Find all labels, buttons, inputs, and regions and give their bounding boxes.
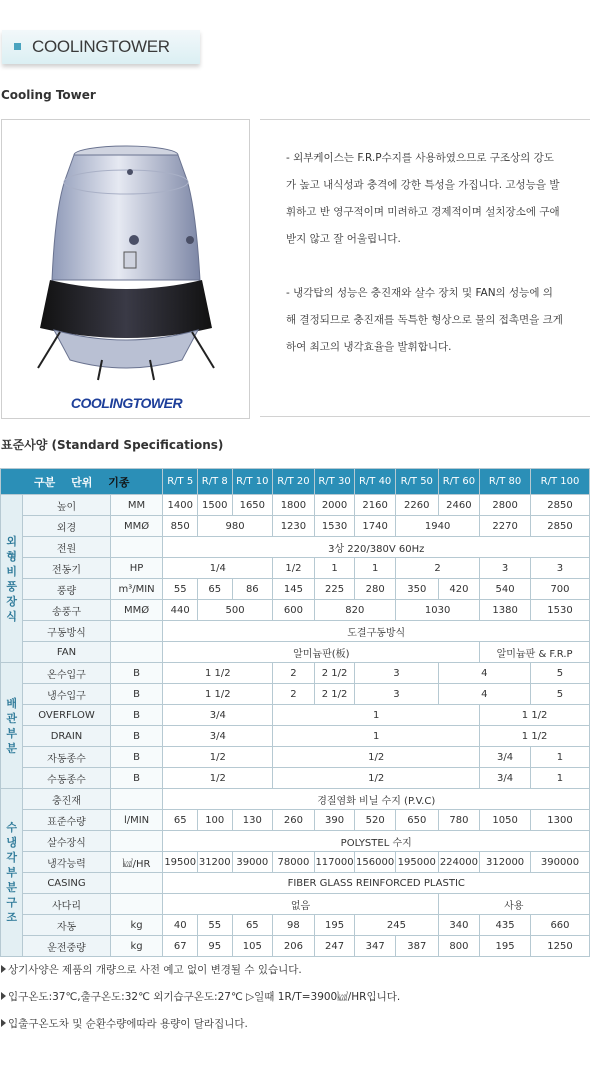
spec-row-unit <box>110 873 163 894</box>
spec-cell: POLYSTEL 수지 <box>163 831 590 852</box>
spec-row-unit: m³/MIN <box>110 579 163 600</box>
description-line: 하여 최고의 냉각효율을 발휘합니다. <box>286 341 452 353</box>
spec-cell: 1/2 <box>163 768 273 789</box>
spec-cell: 1 <box>355 558 396 579</box>
spec-cell: 1/2 <box>273 747 480 768</box>
spec-cell: 980 <box>197 516 272 537</box>
spec-cell: 1500 <box>197 495 232 516</box>
spec-row-unit <box>110 894 163 915</box>
divider <box>260 416 590 417</box>
spec-cell: 650 <box>395 810 438 831</box>
spec-cell: 3/4 <box>163 726 273 747</box>
description-line: - 외부케이스는 F.R.P수지를 사용하였으므로 구조상의 강도 <box>286 152 554 164</box>
spec-cell: 1/4 <box>163 558 273 579</box>
spec-row <box>1 621 590 642</box>
page-subtitle: Cooling Tower <box>1 88 96 102</box>
spec-cell: 5 <box>530 663 589 684</box>
spec-cell: 117000 <box>314 852 355 873</box>
spec-cell: 2 <box>395 558 479 579</box>
spec-cell: 65 <box>232 915 273 936</box>
spec-row <box>1 768 590 789</box>
spec-row-unit <box>110 789 163 810</box>
spec-cell: 31200 <box>197 852 232 873</box>
spec-row <box>1 747 590 768</box>
note-3 <box>1 1016 248 1031</box>
spec-row-label: 온수입구 <box>23 663 110 684</box>
section-title: COOLINGTOWER <box>32 37 170 56</box>
spec-cell: 1/2 <box>273 558 315 579</box>
spec-cell: 2850 <box>530 516 589 537</box>
spec-cell: 540 <box>480 579 531 600</box>
spec-cell: 1300 <box>530 810 589 831</box>
spec-row <box>1 831 590 852</box>
spec-cell: 4 <box>438 684 530 705</box>
spec-row-unit: B <box>110 768 163 789</box>
spec-cell: 390000 <box>530 852 589 873</box>
spec-cell: 3 <box>355 663 438 684</box>
spec-cell: 3 <box>480 558 531 579</box>
spec-row <box>1 516 590 537</box>
header-model: 기종 <box>108 475 130 489</box>
spec-cell: 820 <box>314 600 395 621</box>
description-line: 가 높고 내식성과 충격에 강한 특성을 가집니다. 고성능을 발 <box>286 179 560 191</box>
spec-cell: 2160 <box>355 495 396 516</box>
spec-cell: 39000 <box>232 852 273 873</box>
spec-row <box>1 873 590 894</box>
model-header: R/T 80 <box>480 469 531 495</box>
note-text: 입출구온도차 및 순환수량에따라 용량이 달라집니다. <box>8 1018 248 1030</box>
spec-cell: 2260 <box>395 495 438 516</box>
spec-row-unit: B <box>110 684 163 705</box>
spec-cell: 1400 <box>163 495 198 516</box>
spec-cell: 195 <box>480 936 531 957</box>
spec-cell: 55 <box>163 579 198 600</box>
spec-row-label: 전동기 <box>23 558 110 579</box>
spec-group-label: 배 관 부 분 <box>1 663 23 789</box>
spec-cell: 1/2 <box>273 768 480 789</box>
spec-cell: 67 <box>163 936 198 957</box>
spec-cell: 1 <box>530 768 589 789</box>
spec-cell: 247 <box>314 936 355 957</box>
spec-header-corner <box>1 469 163 495</box>
spec-cell: 420 <box>438 579 480 600</box>
spec-cell: 145 <box>273 579 315 600</box>
model-header: R/T 60 <box>438 469 480 495</box>
product-image <box>1 119 250 419</box>
spec-cell: 390 <box>314 810 355 831</box>
spec-row-unit: MMØ <box>110 516 163 537</box>
spec-cell: 3/4 <box>480 747 531 768</box>
spec-cell: 206 <box>273 936 315 957</box>
spec-row-label: 사다리 <box>23 894 110 915</box>
triangle-bullet-icon <box>1 1019 6 1027</box>
spec-row-unit <box>110 642 163 663</box>
spec-row-label: 자동종수 <box>23 747 110 768</box>
spec-row <box>1 642 590 663</box>
spec-cell: 340 <box>438 915 480 936</box>
spec-cell: 3/4 <box>163 705 273 726</box>
spec-cell: 65 <box>197 579 232 600</box>
spec-cell: 98 <box>273 915 315 936</box>
spec-cell: 3/4 <box>480 768 531 789</box>
note-text: 입구온도:37℃,출구온도:32℃ 외기습구온도:27℃ ▷일때 1R/T=3900㎉/HR입니다. <box>8 991 401 1003</box>
spec-cell: 1230 <box>273 516 315 537</box>
spec-row-unit: kg <box>110 936 163 957</box>
spec-row-unit <box>110 621 163 642</box>
spec-row-unit: ㎉/HR <box>110 852 163 873</box>
spec-row-label: 살수장식 <box>23 831 110 852</box>
spec-cell: 1050 <box>480 810 531 831</box>
spec-cell: 1/2 <box>163 747 273 768</box>
spec-cell: 2270 <box>480 516 531 537</box>
spec-cell: 1030 <box>395 600 479 621</box>
square-bullet-icon <box>14 43 21 50</box>
spec-cell: 280 <box>355 579 396 600</box>
model-header: R/T 10 <box>232 469 273 495</box>
spec-row-unit: l/MIN <box>110 810 163 831</box>
spec-row-label: 냉수입구 <box>23 684 110 705</box>
spec-cell: 520 <box>355 810 396 831</box>
spec-cell: 350 <box>395 579 438 600</box>
spec-cell: 사용 <box>438 894 589 915</box>
spec-row-label: DRAIN <box>23 726 110 747</box>
spec-row <box>1 558 590 579</box>
spec-row <box>1 579 590 600</box>
spec-row-label: 운전중량 <box>23 936 110 957</box>
spec-cell: 2460 <box>438 495 480 516</box>
spec-cell: 19500 <box>163 852 198 873</box>
spec-cell: 440 <box>163 600 198 621</box>
spec-row-label: CASING <box>23 873 110 894</box>
spec-cell: 알미늄판 & F.R.P <box>480 642 590 663</box>
spec-cell: 95 <box>197 936 232 957</box>
spec-row-label: 송풍구 <box>23 600 110 621</box>
spec-cell: 245 <box>355 915 438 936</box>
spec-cell: 3 <box>530 558 589 579</box>
spec-cell: 3상 220/380V 60Hz <box>163 537 590 558</box>
spec-row <box>1 852 590 873</box>
spec-row <box>1 663 590 684</box>
section-header <box>2 30 200 64</box>
spec-row <box>1 537 590 558</box>
triangle-bullet-icon <box>1 965 6 973</box>
spec-row <box>1 684 590 705</box>
spec-cell: FIBER GLASS REINFORCED PLASTIC <box>163 873 590 894</box>
spec-cell: 2 1/2 <box>314 684 355 705</box>
spec-cell: 1800 <box>273 495 315 516</box>
spec-cell: 850 <box>163 516 198 537</box>
spec-row <box>1 726 590 747</box>
spec-cell: 435 <box>480 915 531 936</box>
spec-cell: 780 <box>438 810 480 831</box>
description-line: - 냉각탑의 성능은 충진재와 살수 장치 및 FAN의 성능에 의 <box>286 287 553 299</box>
spec-title: 표준사양 (Standard Specifications) <box>1 438 224 452</box>
spec-group-label: 외 형 비 풍 장 식 <box>1 495 23 663</box>
model-header: R/T 5 <box>163 469 198 495</box>
model-header: R/T 100 <box>530 469 589 495</box>
spec-cell: 1740 <box>355 516 396 537</box>
spec-cell: 1650 <box>232 495 273 516</box>
triangle-bullet-icon <box>1 992 6 1000</box>
divider <box>260 119 590 120</box>
spec-cell: 130 <box>232 810 273 831</box>
spec-row-unit: MM <box>110 495 163 516</box>
spec-row-label: 구동방식 <box>23 621 110 642</box>
note-2 <box>1 989 400 1004</box>
spec-cell: 1 <box>273 705 480 726</box>
spec-row <box>1 789 590 810</box>
note-1 <box>1 962 302 977</box>
spec-row-unit: MMØ <box>110 600 163 621</box>
spec-cell: 347 <box>355 936 396 957</box>
spec-cell: 800 <box>438 936 480 957</box>
spec-cell: 700 <box>530 579 589 600</box>
spec-cell: 경질염화 비닐 수지 (P.V.C) <box>163 789 590 810</box>
spec-cell: 알미늄판(板) <box>163 642 480 663</box>
spec-cell: 1250 <box>530 936 589 957</box>
model-header: R/T 20 <box>273 469 315 495</box>
spec-row-label: 표준수량 <box>23 810 110 831</box>
spec-row-unit: B <box>110 747 163 768</box>
model-header: R/T 8 <box>197 469 232 495</box>
spec-cell: 2 <box>273 684 315 705</box>
header-category: 구분 <box>33 475 56 489</box>
spec-row-label: 풍량 <box>23 579 110 600</box>
spec-cell: 195000 <box>395 852 438 873</box>
spec-table-body <box>1 495 590 957</box>
spec-cell: 1 1/2 <box>163 684 273 705</box>
model-header: R/T 30 <box>314 469 355 495</box>
spec-cell: 1530 <box>314 516 355 537</box>
spec-cell: 65 <box>163 810 198 831</box>
header-unit: 단위 <box>71 475 93 489</box>
spec-row-unit: HP <box>110 558 163 579</box>
spec-cell: 도결구동방식 <box>163 621 590 642</box>
spec-cell: 5 <box>530 684 589 705</box>
description-line: 해 결정되므로 충진재를 독특한 형상으로 물의 접촉면을 크게 <box>286 314 563 326</box>
spec-cell: 2850 <box>530 495 589 516</box>
spec-cell: 55 <box>197 915 232 936</box>
spec-row <box>1 915 590 936</box>
spec-row-unit <box>110 831 163 852</box>
spec-header-row <box>1 469 590 495</box>
spec-group-label: 수 냉 각 부 분 구 조 <box>1 789 23 957</box>
spec-cell: 40 <box>163 915 198 936</box>
product-description <box>260 119 590 417</box>
spec-cell: 2800 <box>480 495 531 516</box>
spec-row <box>1 810 590 831</box>
spec-cell: 195 <box>314 915 355 936</box>
spec-row-label: 높이 <box>23 495 110 516</box>
spec-row-label: 전원 <box>23 537 110 558</box>
spec-cell: 1 1/2 <box>480 705 590 726</box>
spec-cell: 1380 <box>480 600 531 621</box>
spec-row-unit: B <box>110 726 163 747</box>
spec-row-unit: B <box>110 663 163 684</box>
spec-cell: 2000 <box>314 495 355 516</box>
spec-cell: 600 <box>273 600 315 621</box>
spec-row-label: 충진재 <box>23 789 110 810</box>
spec-cell: 225 <box>314 579 355 600</box>
spec-cell: 312000 <box>480 852 531 873</box>
spec-cell: 2 1/2 <box>314 663 355 684</box>
spec-cell: 4 <box>438 663 530 684</box>
spec-cell: 660 <box>530 915 589 936</box>
spec-cell: 224000 <box>438 852 480 873</box>
spec-cell: 1940 <box>395 516 479 537</box>
spec-cell: 1 1/2 <box>480 726 590 747</box>
model-header: R/T 50 <box>395 469 438 495</box>
spec-row-label: 자동 <box>23 915 110 936</box>
spec-cell: 100 <box>197 810 232 831</box>
spec-row-unit: kg <box>110 915 163 936</box>
spec-cell: 1 <box>273 726 480 747</box>
spec-cell: 3 <box>355 684 438 705</box>
spec-row <box>1 495 590 516</box>
spec-row <box>1 705 590 726</box>
spec-row-label: 냉각능력 <box>23 852 110 873</box>
spec-cell: 1 <box>530 747 589 768</box>
spec-cell: 1530 <box>530 600 589 621</box>
description-paragraph-2 <box>286 280 588 361</box>
spec-cell: 없음 <box>163 894 438 915</box>
model-header: R/T 40 <box>355 469 396 495</box>
description-line: 휘하고 반 영구적이며 미려하고 경제적이며 설치장소에 구애 <box>286 206 560 218</box>
spec-row-unit: B <box>110 705 163 726</box>
spec-row <box>1 600 590 621</box>
spec-cell: 105 <box>232 936 273 957</box>
spec-cell: 156000 <box>355 852 396 873</box>
product-brand-label: COOLINGTOWER <box>70 395 183 411</box>
spec-table <box>0 468 590 957</box>
spec-cell: 500 <box>197 600 272 621</box>
spec-row-label: FAN <box>23 642 110 663</box>
spec-cell: 1 1/2 <box>163 663 273 684</box>
spec-row-unit <box>110 537 163 558</box>
spec-row-label: 외경 <box>23 516 110 537</box>
spec-row <box>1 936 590 957</box>
spec-row-label: 수동종수 <box>23 768 110 789</box>
spec-row-label: OVERFLOW <box>23 705 110 726</box>
description-line: 받지 않고 잘 어울립니다. <box>286 233 401 245</box>
spec-cell: 260 <box>273 810 315 831</box>
description-paragraph-1 <box>286 145 588 253</box>
cooling-tower-illustration <box>2 120 249 418</box>
spec-row <box>1 894 590 915</box>
spec-cell: 78000 <box>273 852 315 873</box>
spec-cell: 86 <box>232 579 273 600</box>
note-text: 상기사양은 제품의 개량으로 사전 예고 없이 변경될 수 있습니다. <box>8 964 302 976</box>
spec-cell: 2 <box>273 663 315 684</box>
spec-cell: 1 <box>314 558 355 579</box>
spec-cell: 387 <box>395 936 438 957</box>
